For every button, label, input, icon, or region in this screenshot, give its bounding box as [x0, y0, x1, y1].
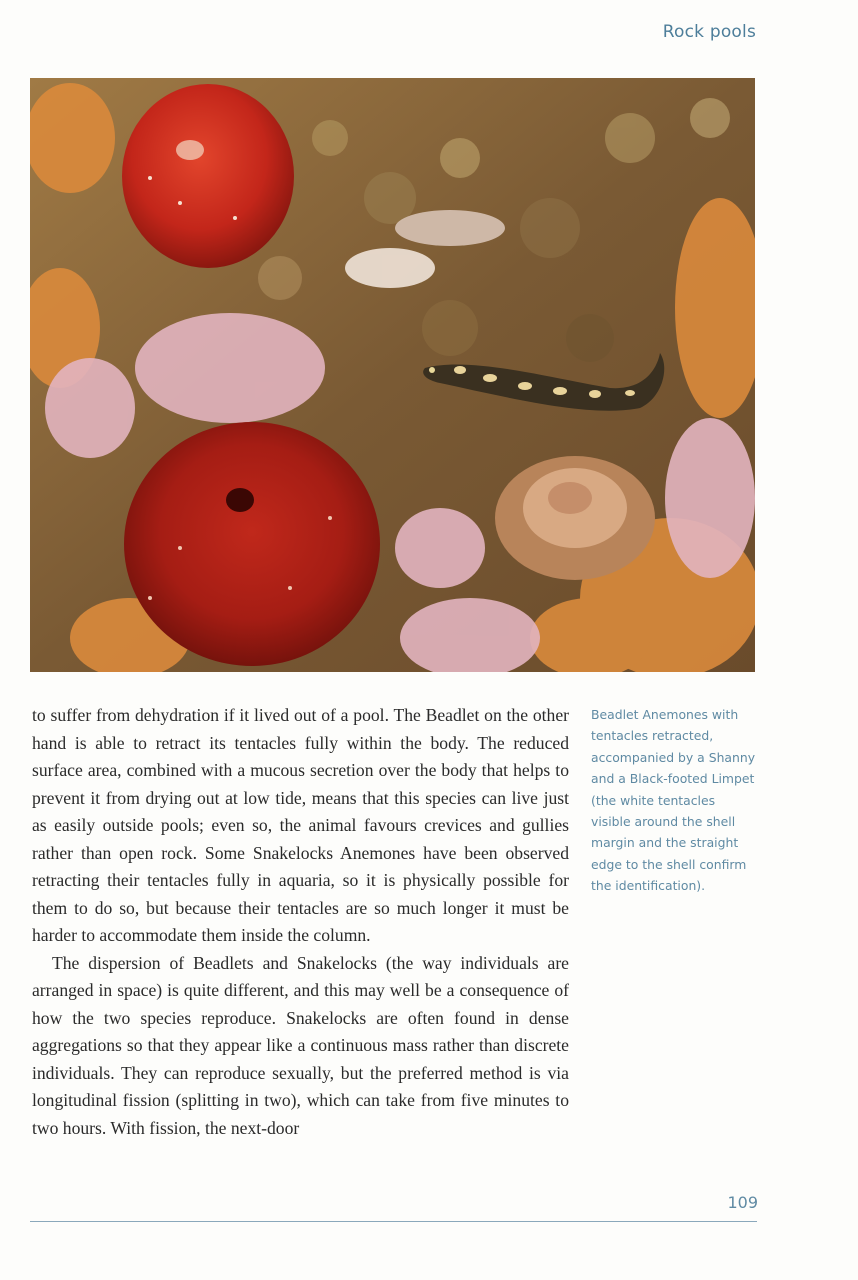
beadlet-anemones-photo — [30, 78, 755, 672]
black-footed-limpet — [495, 456, 655, 580]
body-paragraph: to suffer from dehydration if it lived out of a pool. The Beadlet on the other hand is able to retract its tentacles fully within the body. The reduced surface area, combined with a mucous secretion over the body that helps to prevent it from drying out at low tide, means that this species can live just as easily outside pools; even so, the animal favours crevices and gullies rather than open rock. Some Snakelocks Anemones have been observed retracting their tentacles fully in aquaria, so it is physically possible for them to do so, but because their tentacles are so much longer it must be harder to accommodate them inside the column. — [32, 705, 569, 945]
beadlet-anemone-lower — [124, 422, 380, 666]
footer-rule — [30, 1221, 757, 1222]
photo-caption: Beadlet Anemones with tentacles retracted, accompanied by a Shanny and a Black-footed Limpet (the white tentacles visible around the shell margin and the straight edge to the shell confirm the identification). — [591, 707, 756, 894]
running-header: Rock pools — [662, 22, 756, 42]
body-text — [32, 702, 569, 1142]
beadlet-anemone-upper — [122, 84, 294, 268]
body-paragraph: The dispersion of Beadlets and Snakelocks (the way individuals are arranged in space) is quite different, and this may well be a consequence of how the two species reproduce. Snakelocks are often found in dense aggregations so that they appear like a continuous mass rather than discrete individuals. They can reproduce sexually, but the preferred method is via longitudinal fission (splitting in two), which can take from five minutes to two hours. With fission, the next-door — [32, 952, 569, 1138]
page-number: 109 — [727, 1193, 758, 1212]
